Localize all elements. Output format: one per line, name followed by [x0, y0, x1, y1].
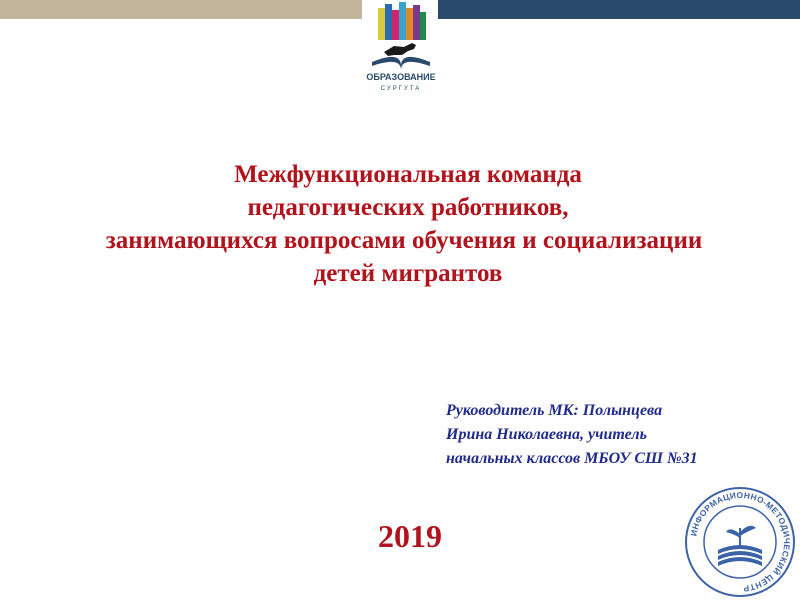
leader-info	[446, 399, 786, 471]
title-line: занимающихся вопросами обучения и социализации	[105, 227, 703, 254]
header-bar-left	[0, 0, 362, 19]
methodological-center-seal-icon	[684, 486, 796, 598]
logo-name-line1: ОБРАЗОВАНИЕ	[366, 72, 436, 82]
title-line: детей мигрантов	[313, 260, 503, 287]
leader-line: Руководитель МК: Полынцева	[446, 402, 663, 419]
page-title	[0, 158, 800, 290]
year-label: 2019	[378, 518, 442, 554]
header-bar-right	[438, 0, 800, 19]
title-line: педагогических работников,	[247, 194, 569, 221]
seal-text: ИНФОРМАЦИОННО-МЕТОДИЧЕСКИЙ ЦЕНТР	[688, 489, 793, 594]
leader-line: начальных классов МБОУ СШ №31	[446, 450, 698, 467]
leader-line: Ирина Николаевна, учитель	[446, 426, 647, 443]
education-surgut-logo-icon	[364, 0, 438, 96]
title-line: Межфункциональная команда	[234, 161, 582, 188]
logo-name-line2: СУРГУТА	[380, 86, 422, 92]
